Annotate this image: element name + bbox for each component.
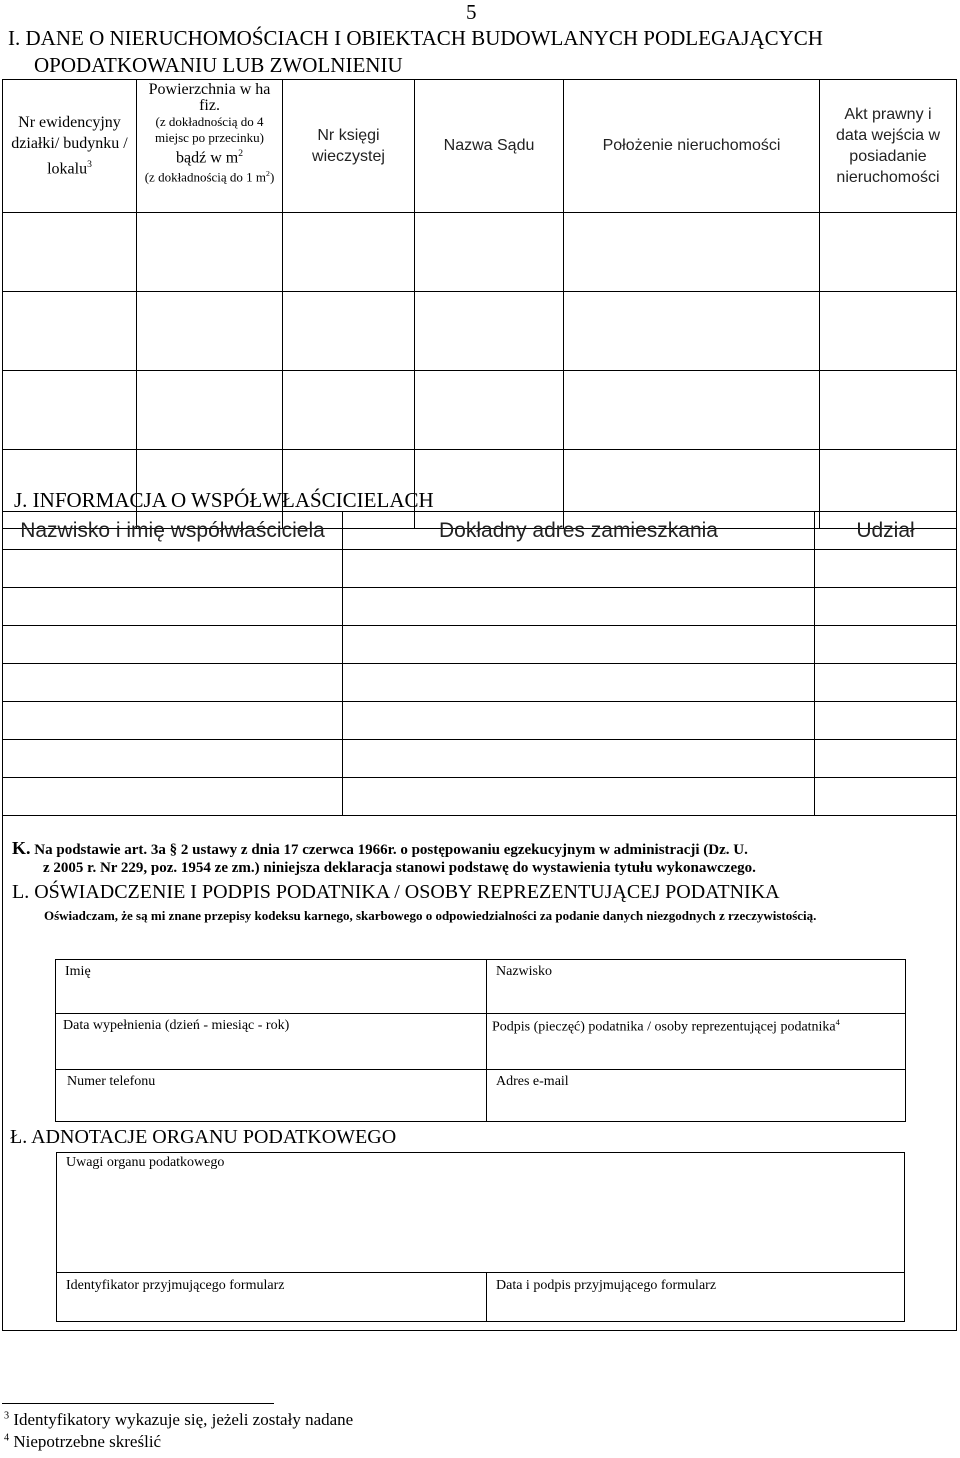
section-k-line-2: z 2005 r. Nr 229, poz. 1954 ze zm.) niniejsza deklaracja stanowi podstawę do wystawienia tytułu wykonawczego. [43,860,756,876]
cell[interactable] [3,626,343,664]
phone-field[interactable]: Numer telefonu [67,1074,156,1089]
header-parcel-number: Nr ewidencyjny działki/ budynku / lokalu$^3$ [3,80,137,213]
cell[interactable] [137,292,283,371]
section-k-line-1: K. Na podstawie art. 3a § 2 ustawy z dnia 17 czerwca 1966r. o postępowaniu egzekucyjnym w administracji (Dz. U. [12,838,748,858]
section-l-title: L. OŚWIADCZENIE I PODPIS PODATNIKA / OSOBY REPREZENTUJĄCEJ PODATNIKA [12,881,780,903]
cell[interactable] [820,292,957,371]
signature-field[interactable]: Podpis (pieczęć) podatnika / osoby reprezentującej podatnika$^4$ [492,1018,840,1035]
cell[interactable] [564,292,820,371]
fill-date-field[interactable]: Data wypełnienia (dzień - miesiąc - rok) [63,1018,290,1033]
property-row [3,213,957,292]
co-owner-row [3,740,957,778]
receiver-sign-field[interactable]: Data i podpis przyjmującego formularz [496,1278,717,1293]
section-j-title: J. INFORMACJA O WSPÓŁWŁAŚCICIELACH [14,488,434,512]
header-legal-act: Akt prawny i data wejścia w posiadanie nieruchomości [820,80,957,213]
footnote-3: $^3$ Identyfikatory wykazuje się, jeżeli zostały nadane [4,1410,354,1429]
tax-office-grid [56,1152,905,1322]
property-row [3,371,957,450]
receiver-id-field[interactable]: Identyfikator przyjmującego formularz [66,1278,285,1293]
co-owners-table [2,511,957,816]
header-court-name: Nazwa Sądu [415,80,564,213]
cell[interactable] [820,213,957,292]
cell[interactable] [815,740,957,778]
co-owner-row [3,626,957,664]
property-table-header [3,80,957,213]
header-area: Powierzchnia w ha fiz. (z dokładnością do 4 miejsc po przecinku) bądź w $m^2$ (z dokładnością do 1 $m^2$) [137,80,283,213]
cell[interactable] [343,702,815,740]
cell[interactable] [3,740,343,778]
co-owner-row [3,702,957,740]
header-land-register: Nr księgi wieczystej [283,80,415,213]
footnote-4: $^4$ Niepotrzebne skreślić [4,1432,162,1451]
co-owner-row [3,550,957,588]
cell[interactable] [283,371,415,450]
last-name-field[interactable]: Nazwisko [496,964,552,979]
cell[interactable] [815,702,957,740]
cell[interactable] [137,213,283,292]
cell[interactable] [415,213,564,292]
remarks-field[interactable]: Uwagi organu podatkowego [66,1155,225,1170]
email-field[interactable]: Adres e-mail [496,1074,569,1089]
page-number: 5 [466,0,477,24]
cell[interactable] [343,588,815,626]
cell[interactable] [283,292,415,371]
cell[interactable] [3,664,343,702]
header-location: Położenie nieruchomości [564,80,820,213]
cell[interactable] [815,550,957,588]
property-row [3,292,957,371]
cell[interactable] [343,664,815,702]
cell[interactable] [3,292,137,371]
cell[interactable] [283,213,415,292]
co-owner-row [3,588,957,626]
cell[interactable] [343,778,815,816]
cell[interactable] [343,550,815,588]
co-owner-row [3,778,957,816]
cell[interactable] [564,371,820,450]
cell[interactable] [137,371,283,450]
cell[interactable] [343,626,815,664]
signature-grid [55,959,906,1122]
cell[interactable] [3,702,343,740]
cell[interactable] [815,664,957,702]
cell[interactable] [815,626,957,664]
cell[interactable] [815,778,957,816]
section-i-title-2: OPODATKOWANIU LUB ZWOLNIENIU [34,53,403,77]
co-owners-header [3,512,957,550]
header-address: Dokładny adres zamieszkania [343,512,815,550]
cell[interactable] [815,588,957,626]
cell[interactable] [3,371,137,450]
cell[interactable] [415,371,564,450]
first-name-field[interactable]: Imię [65,964,91,979]
property-table [2,79,957,529]
cell[interactable] [564,213,820,292]
cell[interactable] [415,292,564,371]
section-l-statement: Oświadczam, że są mi znane przepisy kodeksu karnego, skarbowego o odpowiedzialności za podanie danych niezgodnych z rzeczywistością. [44,908,817,923]
header-co-owner-name: Nazwisko i imię współwłaściciela [3,512,343,550]
co-owner-row [3,664,957,702]
section-l2-title: Ł. ADNOTACJE ORGANU PODATKOWEGO [10,1126,397,1148]
section-i-title-1: I. DANE O NIERUCHOMOŚCIACH I OBIEKTACH BUDOWLANYCH PODLEGAJĄCYCH [8,26,823,50]
section-k-text-1: Na podstawie art. 3a § 2 ustawy z dnia 17 czerwca 1966r. o postępowaniu egzekucyjnym w administracji (Dz. U. [30,842,748,858]
cell[interactable] [3,778,343,816]
cell[interactable] [3,588,343,626]
cell[interactable] [3,550,343,588]
cell[interactable] [343,740,815,778]
header-share: Udział [815,512,957,550]
cell[interactable] [820,371,957,450]
footnote-separator [2,1403,274,1404]
cell[interactable] [3,213,137,292]
